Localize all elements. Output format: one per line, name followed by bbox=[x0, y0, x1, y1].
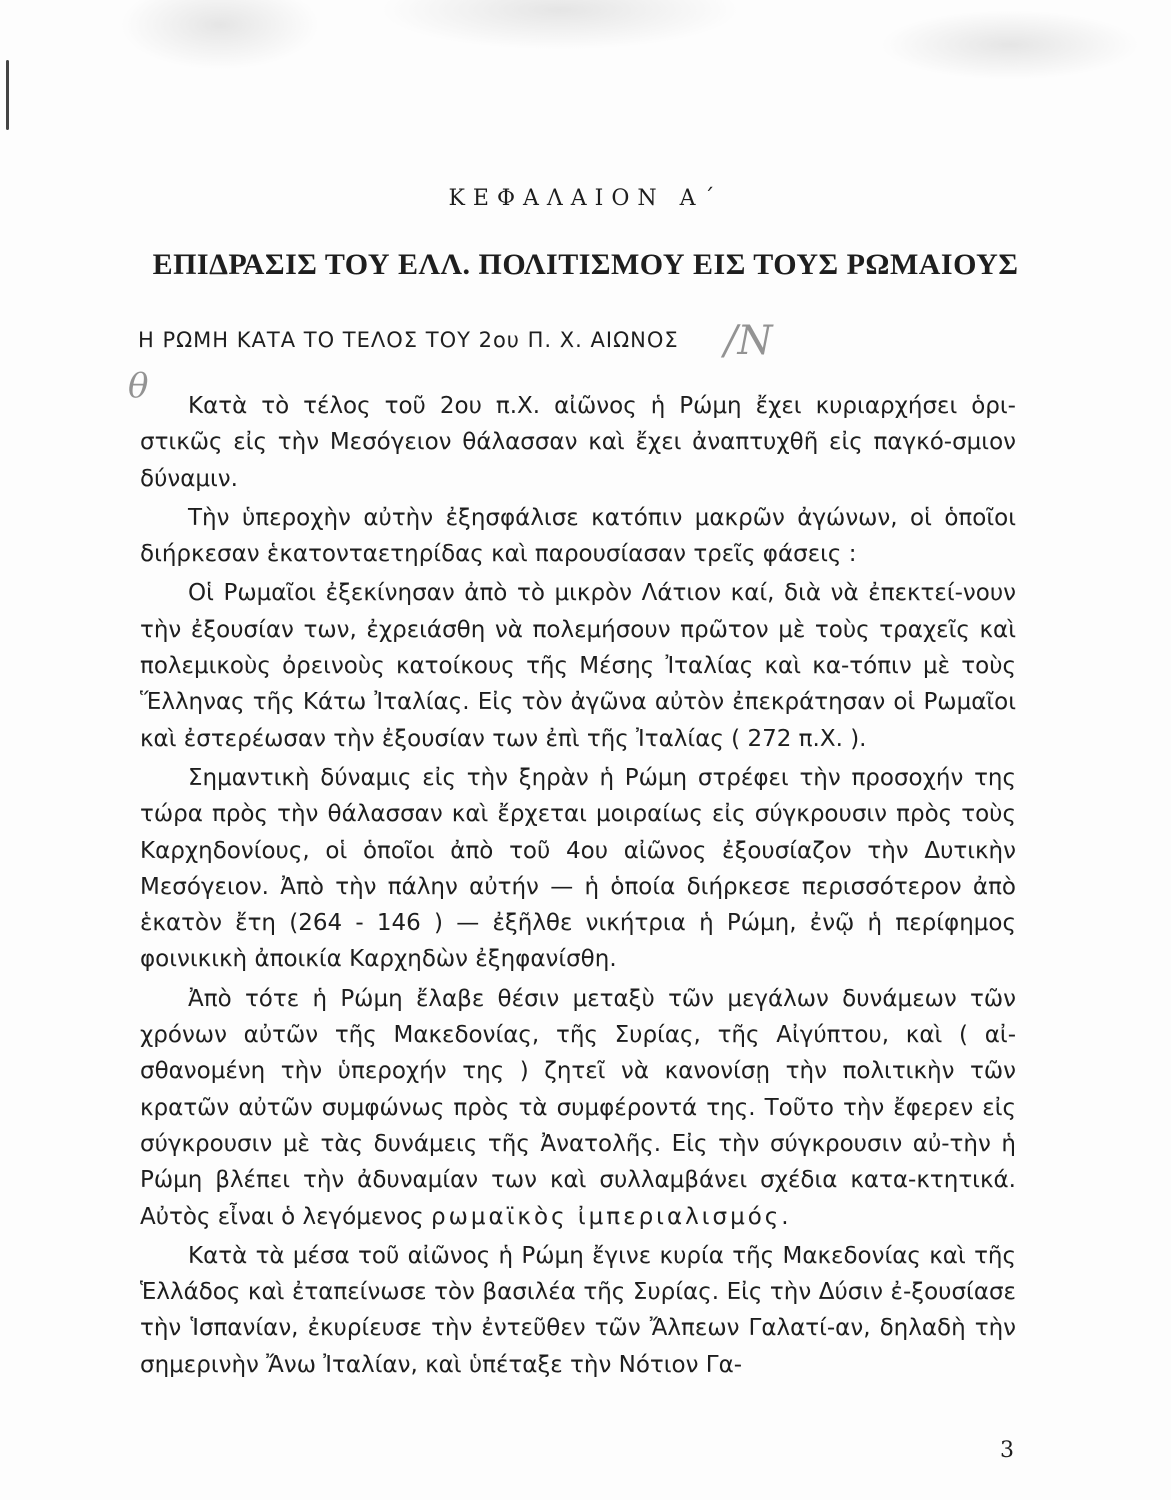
paper-stain bbox=[380, 0, 740, 50]
paragraph: Κατὰ τὸ τέλος τοῦ 2ου π.Χ. αἰῶνος ἡ Ρώμη ἔχει κυριαρχήσει ὁρι-στικῶς εἰς τὴν Μεσόγειον θάλασσαν καὶ ἔχει ἀναπτυχθῆ εἰς παγκό-σμιον δύναμιν. bbox=[140, 393, 1016, 492]
paper-stain bbox=[120, 0, 320, 70]
paragraph: Σημαντικὴ δύναμις εἰς τὴν ξηρὰν ἡ Ρώμη στρέφει τὴν προσοχήν της τώρα πρὸς τὴν θάλασσαν καὶ ἔρχεται μοιραίως εἰς σύγκρουσιν πρὸς τοὺς Καρχηδονίους, οἱ ὁποῖοι ἀπὸ τοῦ 4ου αἰῶνος ἐξουσίαζον τὴν Δυτικὴν Μεσόγειον. Ἀπὸ τὴν πάλην αὐτήν — ἡ ὁποία διήρκεσε περισσότερον ἀπὸ ἑκατὸν ἔτη (264 - 146 ) — ἐξῆλθε νικήτρια ἡ Ρώμη, ἐνῷ ἡ περίφημος φοινικικὴ ἀποικία Καρχηδὼν ἐξηφανίσθη. bbox=[140, 764, 1016, 973]
paper-stain bbox=[880, 10, 1140, 80]
section-heading: Η ΡΩΜΗ ΚΑΤΑ ΤΟ ΤΕΛΟΣ ΤΟΥ 2ου Π. Χ. ΑΙΩΝΟΣ bbox=[138, 328, 679, 352]
paragraph: Οἱ Ρωμαῖοι ἐξεκίνησαν ἀπὸ τὸ μικρὸν Λάτιον καί, διὰ νὰ ἐπεκτεί-νουν τὴν ἐξουσίαν των, ἐχρειάσθη νὰ πολεμήσουν πρῶτον μὲ τοὺς τραχεῖς καὶ πολεμικοὺς ὀρεινοὺς κατοίκους τῆς Μέσης Ἰταλίας καὶ κα-τόπιν μὲ τοὺς Ἕλληνας τῆς Κάτω Ἰταλίας. Εἰς τὸν ἀγῶνα αὐτὸν ἐπεκράτησαν οἱ Ρωμαῖοι καὶ ἐστερέωσαν τὴν ἐξουσίαν των ἐπὶ τῆς Ἰταλίας ( 272 π.Χ. ). bbox=[140, 580, 1016, 752]
chapter-heading: ΚΕΦΑΛΑΙΟΝ Α΄ bbox=[448, 186, 723, 211]
paragraph: Κατὰ τὰ μέσα τοῦ αἰῶνος ἡ Ρώμη ἔγινε κυρία τῆς Μακεδονίας καὶ τῆς Ἑλλάδος καὶ ἐταπείνωσε τὸν βασιλέα τῆς Συρίας. Εἰς τὴν Δύσιν ἐ-ξουσίασε τὴν Ἱσπανίαν, ἐκυρίευσε τὴν ἐντεῦθεν τῶν Ἄλπεων Γαλατί-αν, δηλαδὴ τὴν σημερινὴν Ἄνω Ἰταλίαν, καὶ ὑπέταξε τὴν Νότιον Γα- bbox=[140, 1242, 1016, 1378]
emphasis-phrase: ρωμαϊκὸς ἰμπεριαλισμός. bbox=[431, 1203, 792, 1230]
handwritten-mark: /Ν bbox=[724, 318, 773, 364]
page-number: 3 bbox=[1000, 1438, 1014, 1463]
scan-edge-mark bbox=[6, 60, 9, 130]
page-title: ΕΠΙΔΡΑΣΙΣ ΤΟΥ ΕΛΛ. ΠΟΛΙΤΙΣΜΟΥ ΕΙΣ ΤΟΥΣ ΡΩΜΑΙΟΥΣ bbox=[152, 248, 1019, 281]
paragraph: Τὴν ὑπεροχὴν αὐτὴν ἐξησφάλισε κατόπιν μακρῶν ἀγώνων, οἱ ὁποῖοι διήρκεσαν ἑκατονταετηρίδας καὶ παρουσίασαν τρεῖς φάσεις : bbox=[140, 504, 1016, 568]
paragraph-text: Ἀπὸ τότε ἡ Ρώμη ἔλαβε θέσιν μεταξὺ τῶν μεγάλων δυνάμεων τῶν χρόνων αὐτῶν τῆς Μακεδονίας, τῆς Συρίας, τῆς Αἰγύπτου, καὶ ( αἰ-σθανομένη τὴν ὑπεροχήν της ) ζητεῖ νὰ κανονίσῃ τὴν πολιτικὴν τῶν κρατῶν αὐτῶν συμφώνως πρὸς τὰ συμφέροντά της. Τοῦτο τὴν ἔφερεν εἰς σύγκρουσιν μὲ τὰς δυνάμεις τῆς Ἀνατολῆς. Εἰς τὴν σύγκρουσιν αὐ-τὴν ἡ Ρώμη βλέπει τὴν ἀδυναμίαν των καὶ συλλαμβάνει σχέδια κατα-κτητικά. Αὐτὸς εἶναι ὁ λεγόμενος bbox=[140, 985, 1016, 1230]
paragraph bbox=[140, 981, 1016, 1235]
handwritten-mark: θ bbox=[128, 366, 149, 406]
body-text bbox=[140, 388, 1016, 1386]
